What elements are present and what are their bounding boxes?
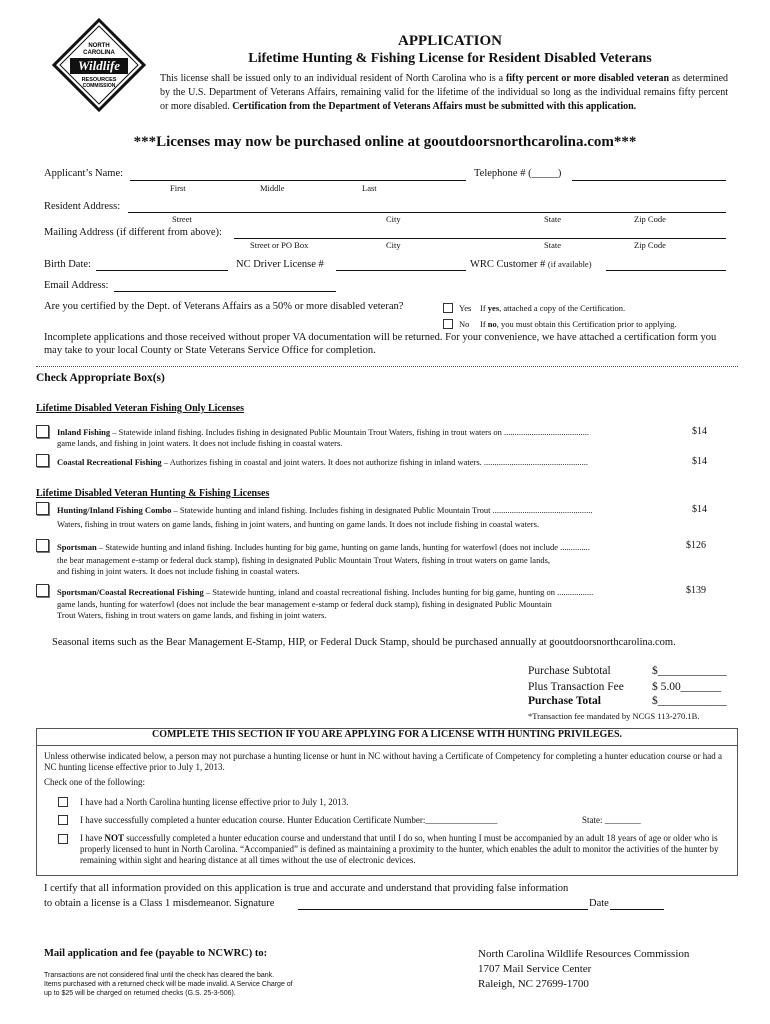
mail-heading: Mail application and fee (payable to NCWRC) to:	[44, 948, 268, 959]
zip-label-2: Zip Code	[634, 240, 666, 250]
hunter-ed-label: I have successfully completed a hunter education course. Hunter Education Certificate Number:________________	[80, 815, 498, 825]
street-label: Street	[172, 214, 192, 224]
divider	[36, 366, 738, 367]
sportsman-desc3: and fishing in joint waters. It does not include fishing in coastal waters.	[57, 566, 300, 576]
email-field[interactable]	[114, 291, 336, 292]
fee-label: Plus Transaction Fee	[528, 681, 624, 693]
signature-field[interactable]	[298, 909, 588, 910]
sportsman-price: $126	[686, 540, 706, 551]
prior-license-checkbox[interactable]	[58, 797, 68, 807]
hunting-section-intro: Unless otherwise indicated below, a person may not purchase a hunting license or hunt in NC without having a Certificate of Competency for completing a hunter education course or had a NC hunting license effective prior to July 1, 2013.	[44, 751, 722, 772]
nc-license-field[interactable]	[336, 270, 466, 271]
applicant-name-label: Applicant’s Name:	[44, 168, 124, 179]
sportsman-checkbox[interactable]	[36, 539, 49, 552]
last-label: Last	[362, 183, 377, 193]
certified-question: Are you certified by the Dept. of Veterans Affairs as a 50% or more disabled veteran?	[44, 301, 404, 312]
no-label: No	[459, 319, 470, 329]
check-heading: Check Appropriate Box(s)	[36, 372, 165, 384]
sportsman-coastal-desc3: Trout Waters, fishing in trout waters on game lands, and fishing in joint waters.	[57, 610, 327, 620]
city-label-2: City	[386, 240, 401, 250]
applicant-name-field[interactable]	[130, 180, 466, 181]
certify-text1: I certify that all information provided on this application is true and accurate and understand that providing false information	[44, 883, 569, 894]
logo-word: Wildlife	[77, 58, 121, 73]
birth-date-field[interactable]	[96, 270, 228, 271]
total-value[interactable]: $____________	[652, 695, 727, 707]
state-label-2: State	[544, 240, 561, 250]
inland-fishing-desc: Inland Fishing – Statewide inland fishing. Includes fishing in designated Public Mountain Trout Waters, fishing in trout waters on ........................................	[57, 427, 590, 437]
subtotal-label: Purchase Subtotal	[528, 665, 611, 677]
no-note: If no, you must obtain this Certification prior to applying.	[480, 319, 677, 329]
inland-fishing-price: $14	[692, 426, 707, 437]
nc-license-label: NC Driver License #	[236, 259, 324, 270]
logo-line4: COMMISSION	[82, 83, 116, 89]
telephone-label: Telephone # (_____)	[474, 168, 562, 179]
first-label: First	[170, 183, 186, 193]
ncwrc-logo	[52, 18, 146, 112]
yes-note: If yes, attached a copy of the Certification.	[480, 303, 626, 313]
wrc-customer-field[interactable]	[606, 270, 726, 271]
no-checkbox[interactable]	[443, 319, 453, 329]
intro-paragraph: This license shall be issued only to an individual resident of North Carolina who is a fifty percent or more disabled veteran as determined by the U.S. Department of Veterans Affairs, remaining valid for the lifetime of the individual so long as the individual remains fifty percent or more disabled. Certification from the Department of Veterans Affairs must be submitted with this application.	[160, 73, 729, 112]
sportsman-coastal-desc: Sportsman/Coastal Recreational Fishing – Statewide hunting, inland and coastal recreational fishing. Includes hunting for big game, hunting on .................	[57, 587, 594, 597]
logo-line2: CAROLINA	[83, 50, 115, 56]
logo-line1: NORTH	[88, 43, 110, 49]
resident-address-label: Resident Address:	[44, 201, 121, 212]
not-completed-label: I have NOT successfully completed a hunter education course and understand that until I do so, when hunting I must be accompanied by an adult 18 years of age or older who is properly licensed to hunt in North Carolina. “Accompanied” is defined as maintaining a proximity to the hunter, which enables the adult to monitor the activities of the hunter by remaining within sight and hearing distance at all times without the use of electronic devices.	[80, 833, 719, 865]
email-label: Email Address:	[44, 280, 109, 291]
sportsman-desc: Sportsman – Statewide hunting and inland fishing. Includes hunting for big game, hunting on game lands, hunting for waterfowl (does not include ..............	[57, 542, 590, 552]
logo-line3: RESOURCES	[81, 77, 117, 83]
street-po-label: Street or PO Box	[250, 240, 309, 250]
hunting-heading-rule	[36, 745, 738, 746]
city-label: City	[386, 214, 401, 224]
coastal-fishing-checkbox[interactable]	[36, 454, 49, 467]
hunting-heading: Lifetime Disabled Veteran Hunting & Fishing Licenses	[36, 488, 270, 499]
mailing-address: North Carolina Wildlife Resources Commission 1707 Mail Service Center Raleigh, NC 27699-1700	[478, 948, 690, 990]
inland-fishing-desc2: game lands, and fishing in joint waters. It does not include fishing in coastal waters.	[57, 438, 343, 448]
date-field[interactable]	[610, 909, 664, 910]
fee-value: $ 5.00_______	[652, 681, 721, 693]
hunter-ed-checkbox[interactable]	[58, 815, 68, 825]
mailing-address-field[interactable]	[234, 238, 726, 239]
form-title: APPLICATION	[398, 33, 502, 49]
inland-fishing-checkbox[interactable]	[36, 425, 49, 438]
birth-date-label: Birth Date:	[44, 259, 91, 270]
subtotal-value[interactable]: $____________	[652, 665, 727, 677]
combo-price: $14	[692, 504, 707, 515]
middle-label: Middle	[260, 183, 285, 193]
fishing-heading: Lifetime Disabled Veteran Fishing Only Licenses	[36, 403, 245, 414]
certify-text2: to obtain a license is a Class 1 misdemeanor. Signature	[44, 898, 275, 909]
hunting-section-heading: COMPLETE THIS SECTION IF YOU ARE APPLYING FOR A LICENSE WITH HUNTING PRIVILEGES.	[151, 729, 622, 740]
sportsman-coastal-checkbox[interactable]	[36, 584, 49, 597]
date-label: Date	[589, 898, 609, 909]
combo-checkbox[interactable]	[36, 502, 49, 515]
combo-desc: Hunting/Inland Fishing Combo – Statewide hunting and inland fishing. Includes fishing in designated Public Mountain Trout ...............................................	[57, 505, 593, 515]
sportsman-coastal-desc2: game lands, hunting for waterfowl (does not include the bear management e-stamp or federal duck stamp), fishing in designated Public Mountain	[57, 599, 552, 609]
hunter-ed-state: State: ________	[582, 815, 641, 825]
zip-label: Zip Code	[634, 214, 666, 224]
incomplete-notice: Incomplete applications and those received without proper VA documentation will be returned. For your convenience, we have attached a certification form you may take to your local County or State Veterans Service Office for completion.	[44, 332, 717, 356]
seasonal-note: Seasonal items such as the Bear Management E-Stamp, HIP, or Federal Duck Stamp, should be purchased annually at gooutdoorsnorthcarolina.com.	[52, 637, 676, 648]
check-notes: Transactions are not considered final until the check has cleared the bank. Items purchased with a returned check will be made invalid. A Service Charge of up to $25 will be charged on returned checks (G.S. 25-3-506).	[44, 972, 293, 997]
total-label: Purchase Total	[528, 695, 601, 707]
state-label: State	[544, 214, 561, 224]
combo-desc2: Waters, fishing in trout waters on game lands, fishing in joint waters, and hunting on game lands. It does not include fishing in coastal waters.	[57, 519, 540, 529]
form-subtitle: Lifetime Hunting & Fishing License for Resident Disabled Veterans	[248, 51, 652, 66]
sportsman-coastal-price: $139	[686, 585, 706, 596]
fee-note: *Transaction fee mandated by NCGS 113-270.1B.	[528, 711, 700, 721]
yes-label: Yes	[459, 303, 472, 313]
check-one-label: Check one of the following:	[44, 777, 145, 787]
wrc-customer-label: WRC Customer # (if available)	[470, 259, 592, 270]
resident-address-field[interactable]	[128, 212, 726, 213]
mailing-address-label: Mailing Address (if different from above):	[44, 227, 222, 238]
coastal-fishing-price: $14	[692, 456, 707, 467]
yes-checkbox[interactable]	[443, 303, 453, 313]
telephone-field[interactable]	[572, 180, 726, 181]
prior-license-label: I have had a North Carolina hunting license effective prior to July 1, 2013.	[80, 797, 349, 807]
online-notice: ***Licenses may now be purchased online at gooutdoorsnorthcarolina.com***	[133, 134, 637, 150]
sportsman-desc2: the bear management e-stamp or federal duck stamp), fishing in designated Public Mountain Trout Waters, fishing in trout waters on game lands,	[57, 555, 550, 565]
not-completed-checkbox[interactable]	[58, 834, 68, 844]
coastal-fishing-desc: Coastal Recreational Fishing – Authorizes fishing in coastal and joint waters. It does not authorize fishing in inland waters. .................................................	[57, 457, 589, 467]
